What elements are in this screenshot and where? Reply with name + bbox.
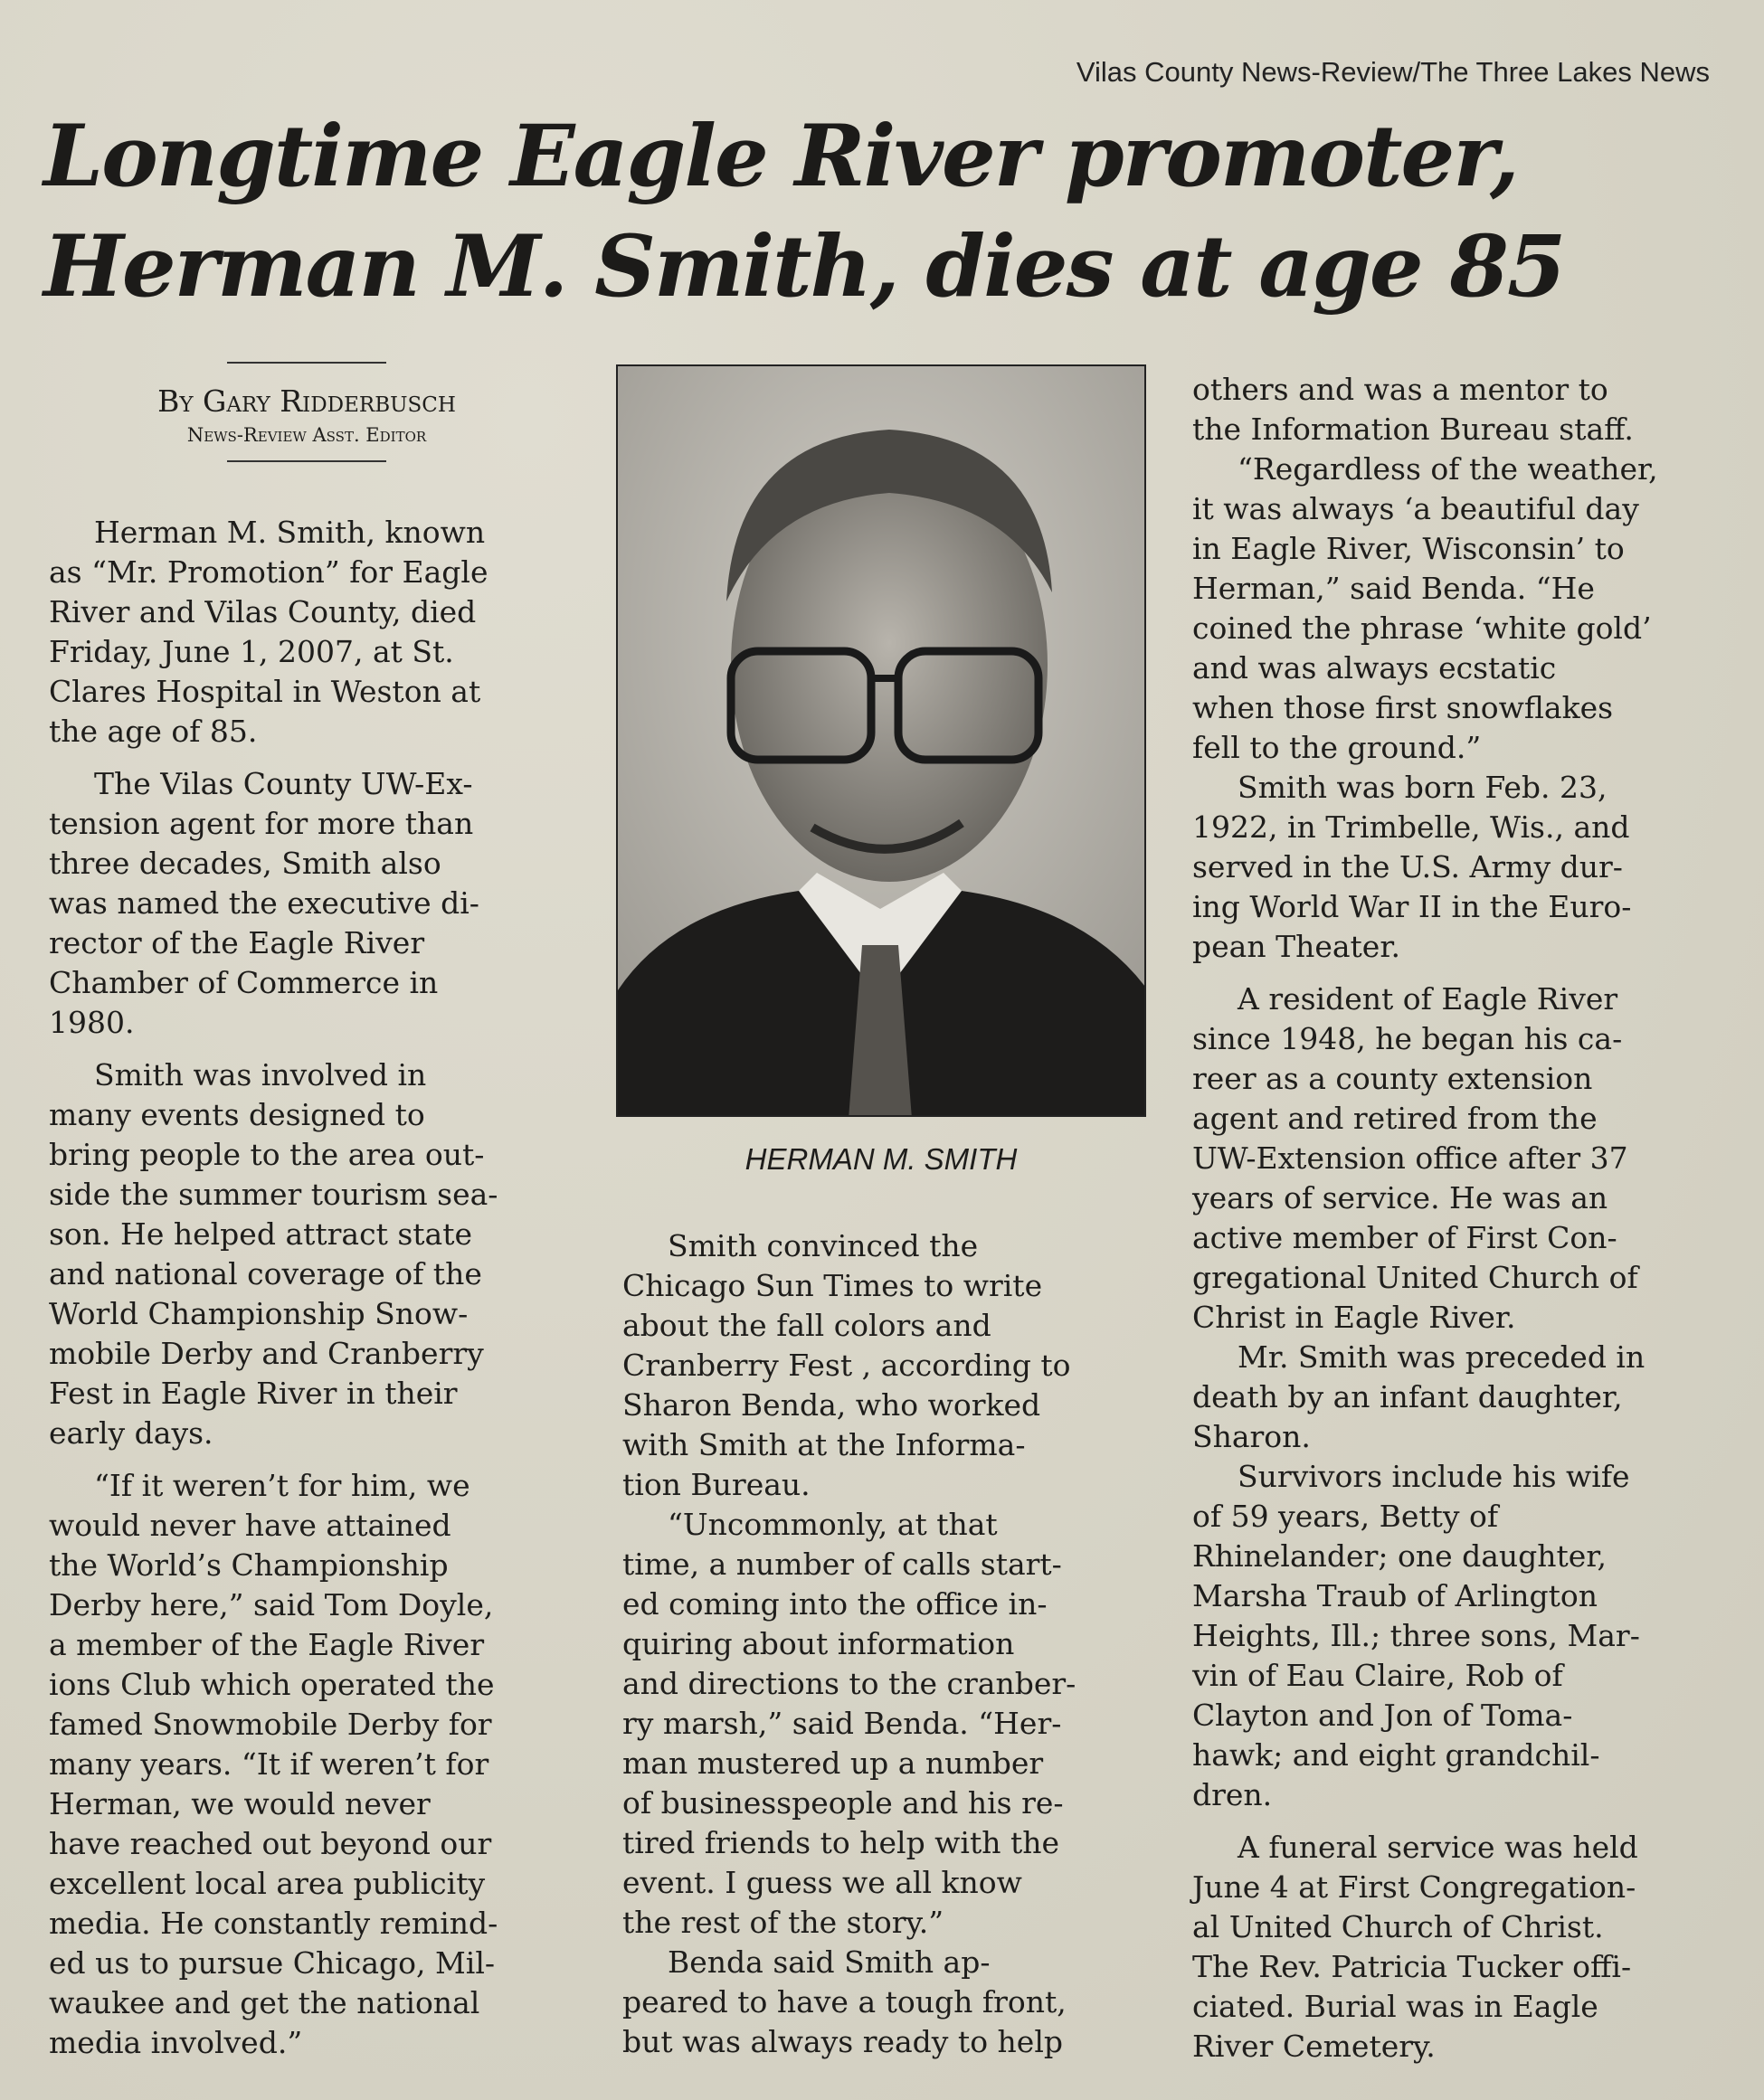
photo-caption: HERMAN M. SMITH [744,1142,1018,1176]
byline-title: News-Review Asst. Editor [186,424,427,446]
headline: Longtime Eagle River promoter, Herman M. Smith, dies at age 85 [43,107,1565,317]
paragraph: Smith was involved in many events designed to bring people to the area out- side the summer tourism sea- son. He helped attract state and national coverage of the World Championship Snow- mobile Derby and Cranberry Fest in Eagle River in their early days. [49,1057,498,1451]
paragraph: “Uncommonly, at that time, a number of calls start- ed coming into the office in- quiring about information and directions to the cranber- ry marsh,” said Benda. “Her- man mustered up a number of businesspeople and his re- tired friends to help with the event. I guess we all know the rest of the story.” [622,1507,1076,1940]
paragraph: Herman M. Smith, known as “Mr. Promotion” for Eagle River and Vilas County, died Friday, June 1, 2007, at St. Clares Hospital in Weston at the age of 85. [49,515,488,749]
paragraph: Smith convinced the Chicago Sun Times to write about the fall colors and Cranberry Fest , according to Sharon Benda, who worked with Smith at the Informa- tion Bureau. [622,1228,1071,1502]
publication-name: Vilas County News-Review/The Three Lakes News [1076,56,1710,88]
paragraph: Survivors include his wife of 59 years, Betty of Rhinelander; one daughter, Marsha Traub of Arlington Heights, Ill.; three sons, Mar- vin of Eau Claire, Rob of Clayton and Jon of Toma- hawk; and eight grandchil- dren. [1192,1459,1640,1812]
byline [49,362,564,462]
paragraph: Benda said Smith ap- peared to have a tough front, but was always ready to help [622,1944,1067,2059]
byline-rule-bottom [227,460,386,462]
column-3 [1192,370,1735,2067]
paragraph: Smith was born Feb. 23, 1922, in Trimbelle, Wis., and served in the U.S. Army dur- ing World War II in the Euro- pean Theater. [1192,770,1632,964]
byline-rule-top [227,362,386,364]
portrait-photo [616,364,1146,1117]
column-2 [622,1226,1156,2062]
paragraph: “Regardless of the weather, it was always ‘a beautiful day in Eagle River, Wisconsin’ to Herman,” said Benda. “He coined the phrase ‘white gold’ and was always ecstatic when those first snowflakes fell to the ground.” [1192,451,1658,765]
paragraph: “If it weren’t for him, we would never have attained the World’s Championship Derby here,” said Tom Doyle, a member of the Eagle River ions Club which operated the famed Snowmobile Derby for many years. “It if weren’t for Herman, we would never have reached out beyond our excellent local area publicity media. He constantly remind- ed us to pursue Chicago, Mil- waukee and get the national media involved.” [49,1468,498,2060]
paragraph: A resident of Eagle River since 1948, he began his ca- reer as a county extension agent and retired from the UW-Extension office after 37 years of service. He was an active member of First Con- gregational United Church of Christ in Eagle River. [1192,981,1638,1335]
paragraph: others and was a mentor to the Information Bureau staff. [1192,372,1634,447]
column-1 [49,513,583,2063]
paragraph: The Vilas County UW-Ex- tension agent for more than three decades, Smith also was named the executive di- rector of the Eagle River Chamber of Commerce in 1980. [49,766,479,1040]
byline-author: By Gary Ridderbusch [157,383,456,419]
paragraph: A funeral service was held June 4 at First Congregation- al United Church of Christ. The Rev. Patricia Tucker offi- ciated. Burial was in Eagle River Cemetery. [1192,1830,1638,2064]
paragraph: Mr. Smith was preceded in death by an infant daughter, Sharon. [1192,1339,1645,1454]
